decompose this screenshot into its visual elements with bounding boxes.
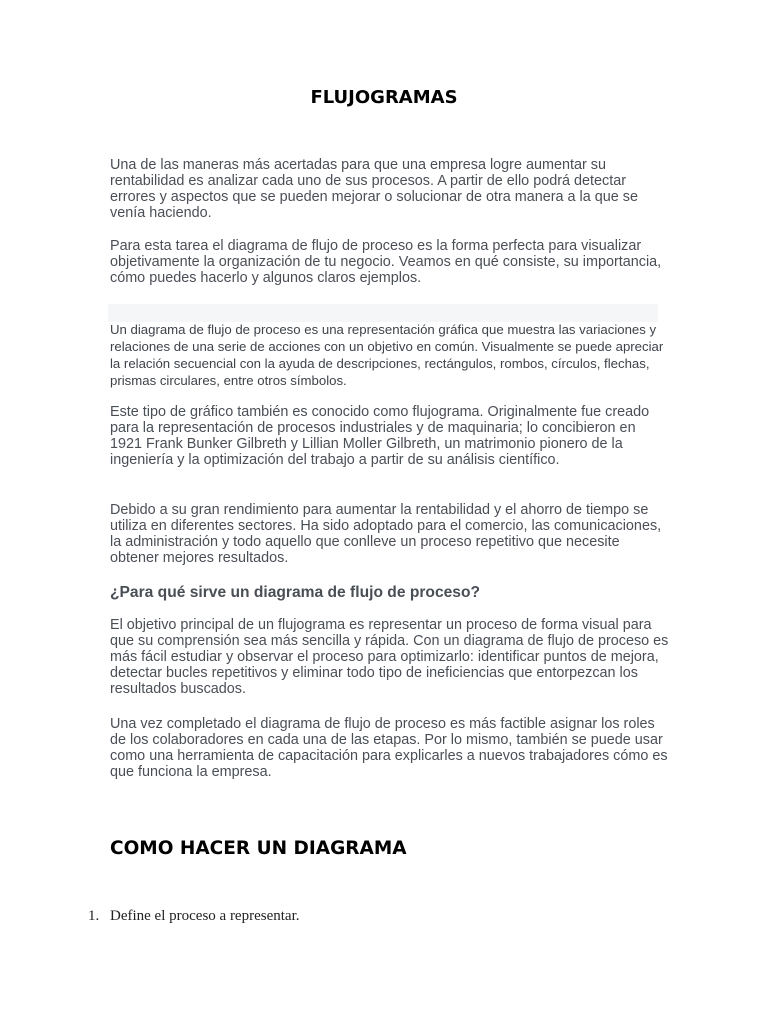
- paragraph-task: Para esta tarea el diagrama de flujo de proceso es la forma perfecta para visualizar objetivamente la organización de tu negocio. Veamos en qué consiste, su importancia, cómo puedes hacerlo y algunos claros ejemplos.: [110, 238, 662, 286]
- section-heading-how-to: COMO HACER UN DIAGRAMA: [110, 838, 407, 859]
- list-item-text: Define el proceso a representar.: [110, 908, 300, 924]
- highlight-band: [108, 304, 658, 322]
- paragraph-usage: Debido a su gran rendimiento para aumentar la rentabilidad y el ahorro de tiempo se utiliza en diferentes sectores. Ha sido adoptado para el comercio, las comunicaciones, la administración y todo aquello que conlleve un proceso repetitivo que necesite obtener mejores resultados.: [110, 502, 662, 566]
- paragraph-definition: Un diagrama de flujo de proceso es una representación gráfica que muestra las variaciones y relaciones de una serie de acciones con un objetivo en común. Visualmente se puede apreciar la relación secuencial con la ayuda de descripciones, rectángulos, rombos, círculos, flechas, prismas circulares, entre otros símbolos.: [110, 322, 664, 388]
- paragraph-roles: Una vez completado el diagrama de flujo de proceso es más factible asignar los roles de los colaboradores en cada una de las etapas. Por lo mismo, también se puede usar como una herramienta de capacitación para explicarles a nuevos trabajadores cómo es que funciona la empresa.: [110, 716, 668, 780]
- document-title: FLUJOGRAMAS: [310, 87, 458, 108]
- paragraph-history: Este tipo de gráfico también es conocido como flujograma. Originalmente fue creado para la representación de procesos industriales y de maquinaria; lo concibieron en 1921 Frank Bunker Gilbreth y Lillian Moller Gilbreth, un matrimonio pionero de la ingeniería y la optimización del trabajo a partir de su análisis científico.: [110, 404, 650, 468]
- list-item: [88, 908, 300, 925]
- paragraph-intro: Una de las maneras más acertadas para que una empresa logre aumentar su rentabilidad es analizar cada uno de sus procesos. A partir de ello podrá detectar errores y aspectos que se pueden mejorar o solucionar de otra manera a la que se venía haciendo.: [110, 157, 638, 221]
- list-item-number: 1.: [88, 908, 100, 924]
- subheading-purpose: ¿Para qué sirve un diagrama de flujo de proceso?: [110, 584, 481, 601]
- paragraph-objective: El objetivo principal de un flujograma es representar un proceso de forma visual para que su comprensión sea más sencilla y rápida. Con un diagrama de flujo de proceso es más fácil estudiar y observar el proceso para optimizarlo: identificar puntos de mejora, detectar bucles repetitivos y eliminar todo tipo de ineficiencias que entorpezcan los resultados buscados.: [110, 617, 669, 697]
